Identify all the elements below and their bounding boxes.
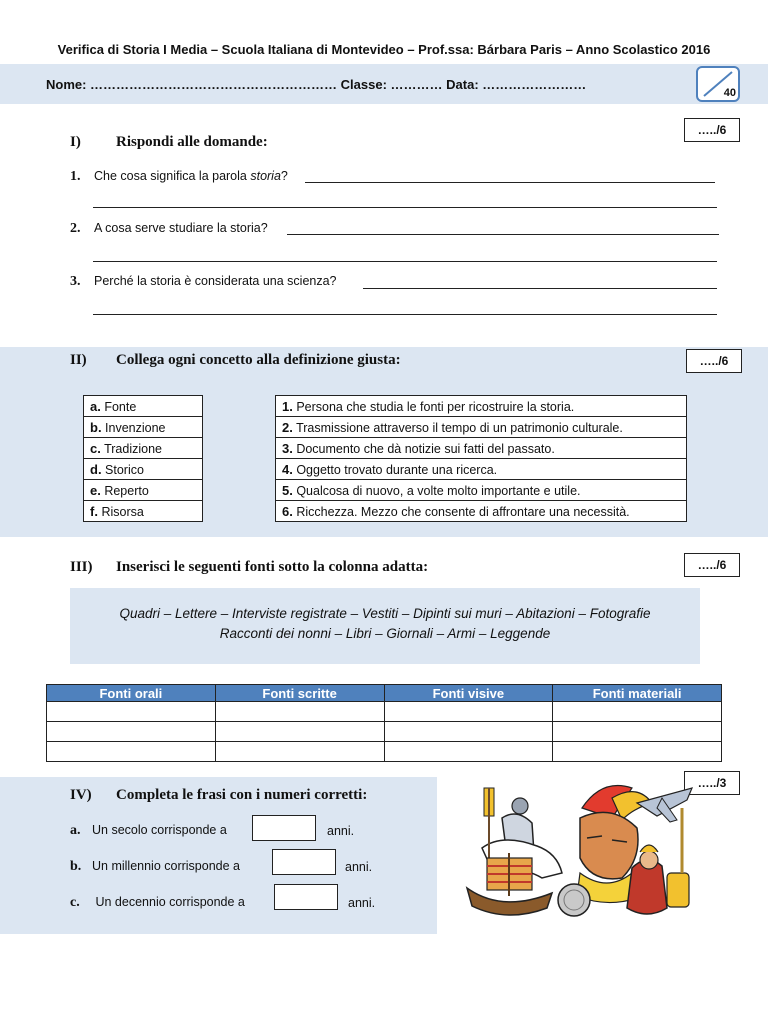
fill-item-c — [70, 895, 245, 911]
table-cell[interactable] — [215, 722, 384, 742]
definition-text: Trasmissione attraverso il tempo di un patrimonio culturale. — [296, 420, 623, 435]
column-header-visual: Fonti visive — [384, 685, 553, 702]
definition-row[interactable] — [276, 480, 687, 501]
table-cell[interactable] — [384, 722, 553, 742]
answer-line-1a[interactable] — [305, 182, 715, 183]
word-bank-line-2: Racconti dei nonni – Libri – Giornali – Armi – Leggende — [219, 626, 551, 641]
section-4-heading — [70, 787, 367, 804]
fill-item-b-text: Un millennio corrisponde a — [92, 859, 240, 873]
table-cell[interactable] — [47, 742, 216, 762]
section-1-number: I) — [70, 134, 81, 150]
answer-box-decade[interactable] — [274, 884, 338, 910]
definition-number: 4. — [282, 461, 293, 477]
fill-item-a-letter: a. — [70, 823, 81, 838]
concept-letter: c. — [90, 440, 101, 456]
concept-letter: b. — [90, 419, 102, 435]
definition-text: Qualcosa di nuovo, a volte molto importante e utile. — [296, 483, 581, 498]
section-1-title: Rispondi alle domande: — [116, 134, 268, 150]
concept-row[interactable] — [84, 501, 203, 522]
section-1-score: …../6 — [684, 118, 740, 142]
definition-row[interactable] — [276, 459, 687, 480]
table-row — [47, 702, 722, 722]
definition-text: Oggetto trovato durante una ricerca. — [296, 462, 498, 477]
concept-letter: e. — [90, 482, 101, 498]
table-cell[interactable] — [47, 722, 216, 742]
concept-row[interactable] — [84, 438, 203, 459]
definition-number: 2. — [282, 419, 293, 435]
question-1-text-a: Che cosa significa la parola — [94, 169, 251, 183]
name-class-date-line: Nome: ………………………………………………… Classe: ………… Data: …………………… — [46, 77, 587, 92]
table-row — [47, 742, 722, 762]
section-2-title: Collega ogni concetto alla definizione giusta: — [116, 352, 401, 368]
fill-item-c-unit: anni. — [348, 896, 376, 910]
question-2-text: A cosa serve studiare la storia? — [94, 221, 268, 235]
question-1 — [70, 169, 288, 185]
answer-line-3a[interactable] — [363, 288, 717, 289]
sources-table — [46, 684, 722, 762]
concept-text: Fonte — [104, 399, 137, 414]
definition-text: Persona che studia le fonti per ricostruire la storia. — [296, 399, 575, 414]
column-header-oral: Fonti orali — [47, 685, 216, 702]
concept-letter: a. — [90, 398, 101, 414]
definition-row[interactable] — [276, 438, 687, 459]
section-3-title: Inserisci le seguenti fonti sotto la colonna adatta: — [116, 559, 429, 575]
concept-text: Reperto — [104, 483, 149, 498]
table-cell[interactable] — [553, 722, 722, 742]
fill-item-c-letter: c. — [70, 895, 80, 910]
concept-text: Risorsa — [101, 504, 144, 519]
question-2 — [70, 221, 268, 237]
fill-item-b-unit: anni. — [345, 860, 373, 874]
definition-number: 5. — [282, 482, 293, 498]
fill-item-b-letter: b. — [70, 859, 82, 874]
fill-item-a-text: Un secolo corrisponde a — [92, 823, 227, 837]
question-3-number: 3. — [70, 274, 81, 289]
answer-line-2a[interactable] — [287, 234, 719, 235]
definition-row[interactable] — [276, 501, 687, 522]
concept-letter: d. — [90, 461, 102, 477]
column-header-written: Fonti scritte — [215, 685, 384, 702]
concept-row[interactable] — [84, 417, 203, 438]
section-2-number: II) — [70, 352, 87, 368]
definition-number: 3. — [282, 440, 293, 456]
concept-text: Tradizione — [104, 441, 162, 456]
answer-box-millennium[interactable] — [272, 849, 336, 875]
definition-row[interactable] — [276, 417, 687, 438]
history-clipart-illustration — [462, 778, 702, 928]
word-bank — [70, 588, 700, 664]
section-3-score: …../6 — [684, 553, 740, 577]
section-4-number: IV) — [70, 787, 92, 803]
definitions-table — [275, 395, 687, 522]
concept-text: Invenzione — [105, 420, 166, 435]
table-cell[interactable] — [384, 742, 553, 762]
section-4-title: Completa le frasi con i numeri corretti: — [116, 787, 368, 803]
definition-text: Ricchezza. Mezzo che consente di affrontare una necessità. — [296, 504, 630, 519]
concept-row[interactable] — [84, 459, 203, 480]
definition-row[interactable] — [276, 396, 687, 417]
table-cell[interactable] — [553, 742, 722, 762]
concept-row[interactable] — [84, 480, 203, 501]
fill-item-a-unit: anni. — [327, 824, 355, 838]
definition-number: 1. — [282, 398, 293, 414]
question-2-number: 2. — [70, 221, 81, 236]
definition-text: Documento che dà notizie sui fatti del passato. — [296, 441, 555, 456]
definition-number: 6. — [282, 503, 293, 519]
question-1-text-b: ? — [280, 169, 288, 183]
question-1-text-em: storia — [250, 169, 281, 183]
column-header-material: Fonti materiali — [553, 685, 722, 702]
section-2-heading — [70, 352, 401, 369]
section-3-heading — [70, 559, 428, 576]
table-cell[interactable] — [553, 702, 722, 722]
table-cell[interactable] — [384, 702, 553, 722]
total-score-badge — [696, 66, 740, 102]
concept-text: Storico — [105, 462, 144, 477]
question-3 — [70, 274, 337, 290]
table-cell[interactable] — [215, 702, 384, 722]
section-4-score: …../3 — [684, 771, 740, 795]
section-2-score: …../6 — [686, 349, 742, 373]
table-cell[interactable] — [215, 742, 384, 762]
table-cell[interactable] — [47, 702, 216, 722]
fill-item-a — [70, 823, 227, 839]
answer-line-1b[interactable] — [93, 207, 717, 208]
section-1-heading — [70, 134, 268, 151]
concept-letter: f. — [90, 503, 98, 519]
answer-line-3b[interactable] — [93, 314, 717, 315]
fill-item-c-text: Un decennio corrisponde a — [95, 895, 245, 909]
answer-line-2b[interactable] — [93, 261, 717, 262]
word-bank-line-1: Quadri – Lettere – Interviste registrate – Vestiti – Dipinti sui muri – Abitazioni – Fotografie — [119, 606, 651, 621]
table-row — [47, 722, 722, 742]
total-score-value: 40 — [723, 87, 736, 99]
answer-box-century[interactable] — [252, 815, 316, 841]
section-3-number: III) — [70, 559, 93, 575]
document-title: Verifica di Storia I Media – Scuola Italiana di Montevideo – Prof.ssa: Bárbara Paris – Anno Scolastico 2016 — [57, 42, 711, 57]
question-3-text: Perché la storia è considerata una scienza? — [94, 274, 337, 288]
question-1-number: 1. — [70, 169, 81, 184]
concepts-table — [83, 395, 203, 522]
fill-item-b — [70, 859, 240, 875]
concept-row[interactable] — [84, 396, 203, 417]
